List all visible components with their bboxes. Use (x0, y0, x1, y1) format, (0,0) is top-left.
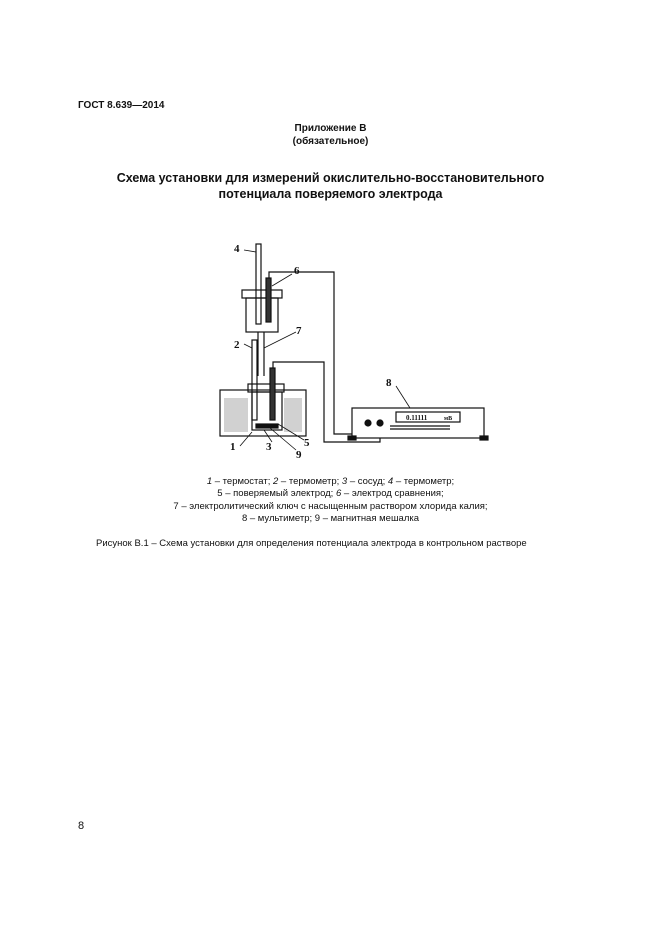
legend-segment: 3 (341, 476, 348, 487)
label-7: 7 (296, 325, 302, 337)
upper-vessel-cap (242, 290, 282, 298)
multimeter-display-value: 0.11111 (406, 414, 428, 422)
legend-segment: 1 (206, 476, 213, 487)
legend-segment: 7 – электролитический ключ с насыщенным раствором хлорида калия; (173, 500, 488, 512)
electrode-6 (266, 278, 271, 322)
figure-caption: Рисунок В.1 – Схема установки для определения потенциала электрода в контрольном растворе (96, 538, 527, 549)
legend-segment: 8 – мультиметр; 9 – магнитная мешалка (241, 513, 420, 525)
multimeter-8 (348, 408, 488, 440)
legend-line (0, 476, 661, 488)
label-6: 6 (294, 265, 300, 277)
legend-segment: 5 – поверяемый электрод; (217, 488, 336, 500)
page-number: 8 (78, 820, 85, 832)
legend-segment: – термометр; (278, 476, 342, 487)
label-8: 8 (386, 377, 392, 389)
legend-line (0, 488, 661, 500)
legend-line (0, 513, 661, 525)
title-line-2: потенциала поверяемого электрода (218, 187, 443, 201)
legend-line (0, 501, 661, 513)
multimeter-display-unit: мВ (444, 416, 453, 422)
legend-segment: – сосуд; (347, 476, 388, 487)
legend-segment: – электрод сравнения; (341, 488, 444, 500)
magnetic-stirrer-9 (256, 424, 278, 428)
thermometer-2 (252, 340, 257, 420)
label-4: 4 (234, 243, 240, 255)
upper-vessel (246, 298, 278, 332)
appendix-status: (обязательное) (292, 136, 369, 147)
label-1: 1 (230, 441, 236, 453)
title-line-1: Схема установки для измерений окислительно-восстановительного (116, 171, 545, 185)
electrode-5 (270, 368, 275, 420)
label-9: 9 (296, 449, 302, 461)
setup-diagram (200, 228, 500, 468)
appendix-heading (0, 122, 661, 148)
thermostat-cap (248, 384, 284, 392)
page-title (0, 170, 661, 202)
thermometer-4 (256, 244, 261, 324)
label-2: 2 (234, 339, 240, 351)
figure-legend (0, 476, 661, 526)
label-5: 5 (304, 437, 310, 449)
legend-segment: – термостат; (212, 476, 273, 487)
appendix-title: Приложение В (294, 123, 367, 134)
legend-segment: – термометр; (393, 476, 455, 487)
legend-segment: 6 (335, 488, 342, 500)
label-3: 3 (266, 441, 272, 453)
legend-segment: 2 (273, 476, 279, 487)
document-header: ГОСТ 8.639—2014 (78, 100, 165, 111)
legend-segment: 4 (387, 476, 394, 487)
